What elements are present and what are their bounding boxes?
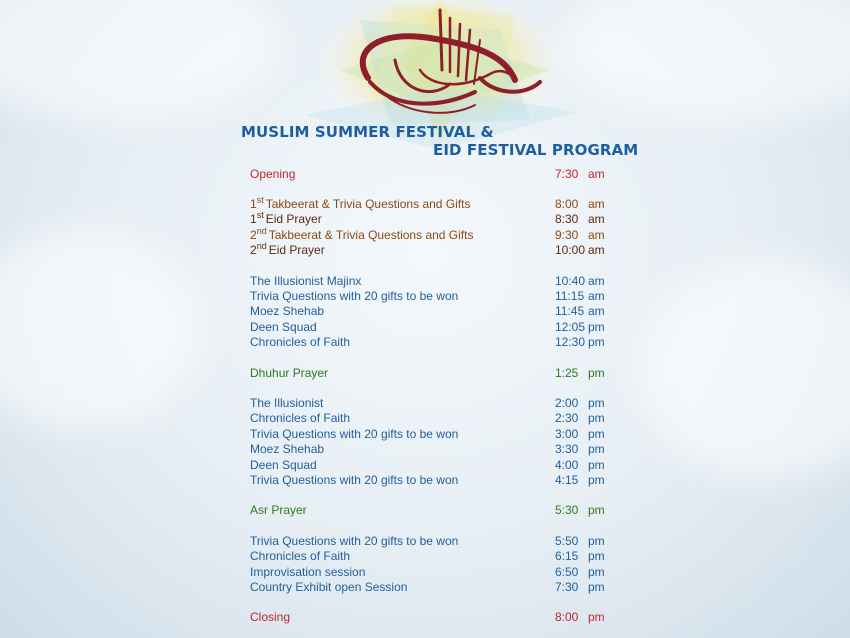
event-label [250, 410, 350, 426]
schedule-row [250, 548, 610, 564]
schedule-row [250, 303, 610, 319]
schedule-row [250, 273, 610, 289]
event-time: 6:50 [555, 565, 579, 579]
event-time: 10:40 [555, 274, 586, 288]
schedule-row [250, 426, 610, 442]
event-name: Deen Squad [250, 320, 317, 334]
event-name: Opening [250, 167, 296, 181]
event-time: 8:00 [555, 197, 579, 211]
event-ampm: pm [588, 442, 605, 456]
event-ampm: pm [588, 366, 605, 380]
event-ampm: pm [588, 534, 605, 548]
event-ampm: am [588, 197, 605, 211]
event-label [250, 502, 307, 518]
ordinal-suffix: st [256, 195, 264, 205]
background-cloud [640, 260, 850, 480]
event-name: Country Exhibit open Session [250, 580, 408, 594]
event-label [250, 288, 458, 304]
event-ampm: am [588, 243, 605, 257]
event-label [250, 441, 324, 457]
ordinal-number: 2 [250, 243, 257, 257]
event-label [250, 472, 458, 488]
event-label [250, 609, 290, 625]
schedule-row [250, 166, 610, 182]
schedule-row [250, 365, 610, 381]
event-name: The Illusionist [250, 396, 324, 410]
event-label [250, 365, 328, 381]
ordinal-suffix: nd [256, 226, 267, 236]
event-label [250, 303, 324, 319]
schedule-row [250, 441, 610, 457]
schedule-row [250, 579, 610, 595]
event-ampm: pm [588, 411, 605, 425]
event-name: Dhuhur Prayer [250, 366, 329, 380]
event-name: Trivia Questions with 20 gifts to be won [250, 534, 459, 548]
event-label [250, 395, 323, 411]
schedule-row [250, 457, 610, 473]
background-cloud [560, 0, 850, 120]
event-ampm: am [588, 228, 605, 242]
schedule-row [250, 395, 610, 411]
event-time: 12:30 [555, 335, 586, 349]
event-ampm: pm [588, 565, 605, 579]
schedule-row [250, 564, 610, 580]
event-ampm: am [588, 167, 605, 181]
event-ampm: pm [588, 610, 605, 624]
event-ampm: pm [588, 458, 605, 472]
event-ampm: pm [588, 335, 605, 349]
event-name: Asr Prayer [250, 503, 307, 517]
ordinal-suffix: st [256, 210, 264, 220]
schedule-row [250, 242, 610, 258]
event-label [250, 426, 458, 442]
event-label [250, 548, 350, 564]
event-time: 4:00 [555, 458, 579, 472]
event-name: Improvisation session [250, 565, 366, 579]
schedule-row [250, 334, 610, 350]
event-time: 3:00 [555, 427, 579, 441]
event-name: Trivia Questions with 20 gifts to be won [250, 289, 459, 303]
background-cloud [0, 0, 280, 120]
event-name: Trivia Questions with 20 gifts to be won [250, 427, 459, 441]
event-name: Takbeerat & Trivia Questions and Gifts [268, 228, 474, 242]
schedule-row [250, 319, 610, 335]
ordinal-number: 1 [250, 197, 257, 211]
event-name: Deen Squad [250, 458, 317, 472]
event-time: 11:15 [555, 289, 585, 303]
event-ampm: am [588, 274, 605, 288]
event-name: Eid Prayer [265, 212, 322, 226]
schedule-row [250, 211, 610, 227]
event-time: 7:30 [555, 580, 579, 594]
schedule-row [250, 196, 610, 212]
event-name: Chronicles of Faith [250, 335, 351, 349]
event-time: 5:30 [555, 503, 579, 517]
event-time: 11:45 [555, 304, 585, 318]
ordinal-number: 2 [250, 228, 257, 242]
event-time: 2:30 [555, 411, 579, 425]
event-label [250, 533, 458, 549]
event-ampm: pm [588, 473, 605, 487]
schedule-row [250, 533, 610, 549]
event-ampm: pm [588, 396, 605, 410]
event-label [250, 166, 295, 182]
event-time: 6:15 [555, 549, 579, 563]
schedule-row [250, 410, 610, 426]
event-time: 3:30 [555, 442, 579, 456]
event-label [250, 319, 317, 335]
event-time: 4:15 [555, 473, 579, 487]
event-label [250, 273, 361, 289]
ordinal-suffix: nd [256, 241, 267, 251]
event-label [250, 457, 317, 473]
event-label [250, 242, 325, 258]
event-time: 9:30 [555, 228, 579, 242]
schedule-row [250, 227, 610, 243]
event-name: Eid Prayer [268, 243, 325, 257]
event-label [250, 196, 470, 212]
event-label [250, 334, 350, 350]
event-time: 10:00 [555, 243, 586, 257]
event-name: The Illusionist Majinx [250, 274, 362, 288]
event-ampm: pm [588, 503, 605, 517]
event-label [250, 211, 322, 227]
event-label [250, 564, 365, 580]
event-name: Moez Shehab [250, 442, 325, 456]
event-label [250, 227, 473, 243]
page-title-line-2: EID FESTIVAL PROGRAM [433, 141, 639, 159]
event-name: Closing [250, 610, 291, 624]
event-time: 2:00 [555, 396, 579, 410]
schedule-row [250, 472, 610, 488]
event-time: 7:30 [555, 167, 579, 181]
event-ampm: pm [588, 549, 605, 563]
event-label [250, 579, 407, 595]
event-ampm: pm [588, 580, 605, 594]
event-time: 1:25 [555, 366, 579, 380]
event-name: Chronicles of Faith [250, 411, 351, 425]
schedule-row [250, 502, 610, 518]
page-title-line-1: MUSLIM SUMMER FESTIVAL & [241, 123, 494, 141]
event-ampm: pm [588, 320, 605, 334]
event-name: Takbeerat & Trivia Questions and Gifts [265, 197, 471, 211]
event-ampm: am [588, 212, 605, 226]
event-time: 12:05 [555, 320, 586, 334]
event-ampm: am [588, 304, 605, 318]
schedule-row [250, 609, 610, 625]
schedule-row [250, 288, 610, 304]
event-time: 8:30 [555, 212, 579, 226]
ordinal-number: 1 [250, 212, 257, 226]
event-time: 8:00 [555, 610, 579, 624]
background-cloud [0, 230, 200, 430]
event-name: Chronicles of Faith [250, 549, 351, 563]
event-time: 5:50 [555, 534, 579, 548]
event-name: Trivia Questions with 20 gifts to be won [250, 473, 459, 487]
event-name: Moez Shehab [250, 304, 325, 318]
event-ampm: am [588, 289, 605, 303]
event-ampm: pm [588, 427, 605, 441]
